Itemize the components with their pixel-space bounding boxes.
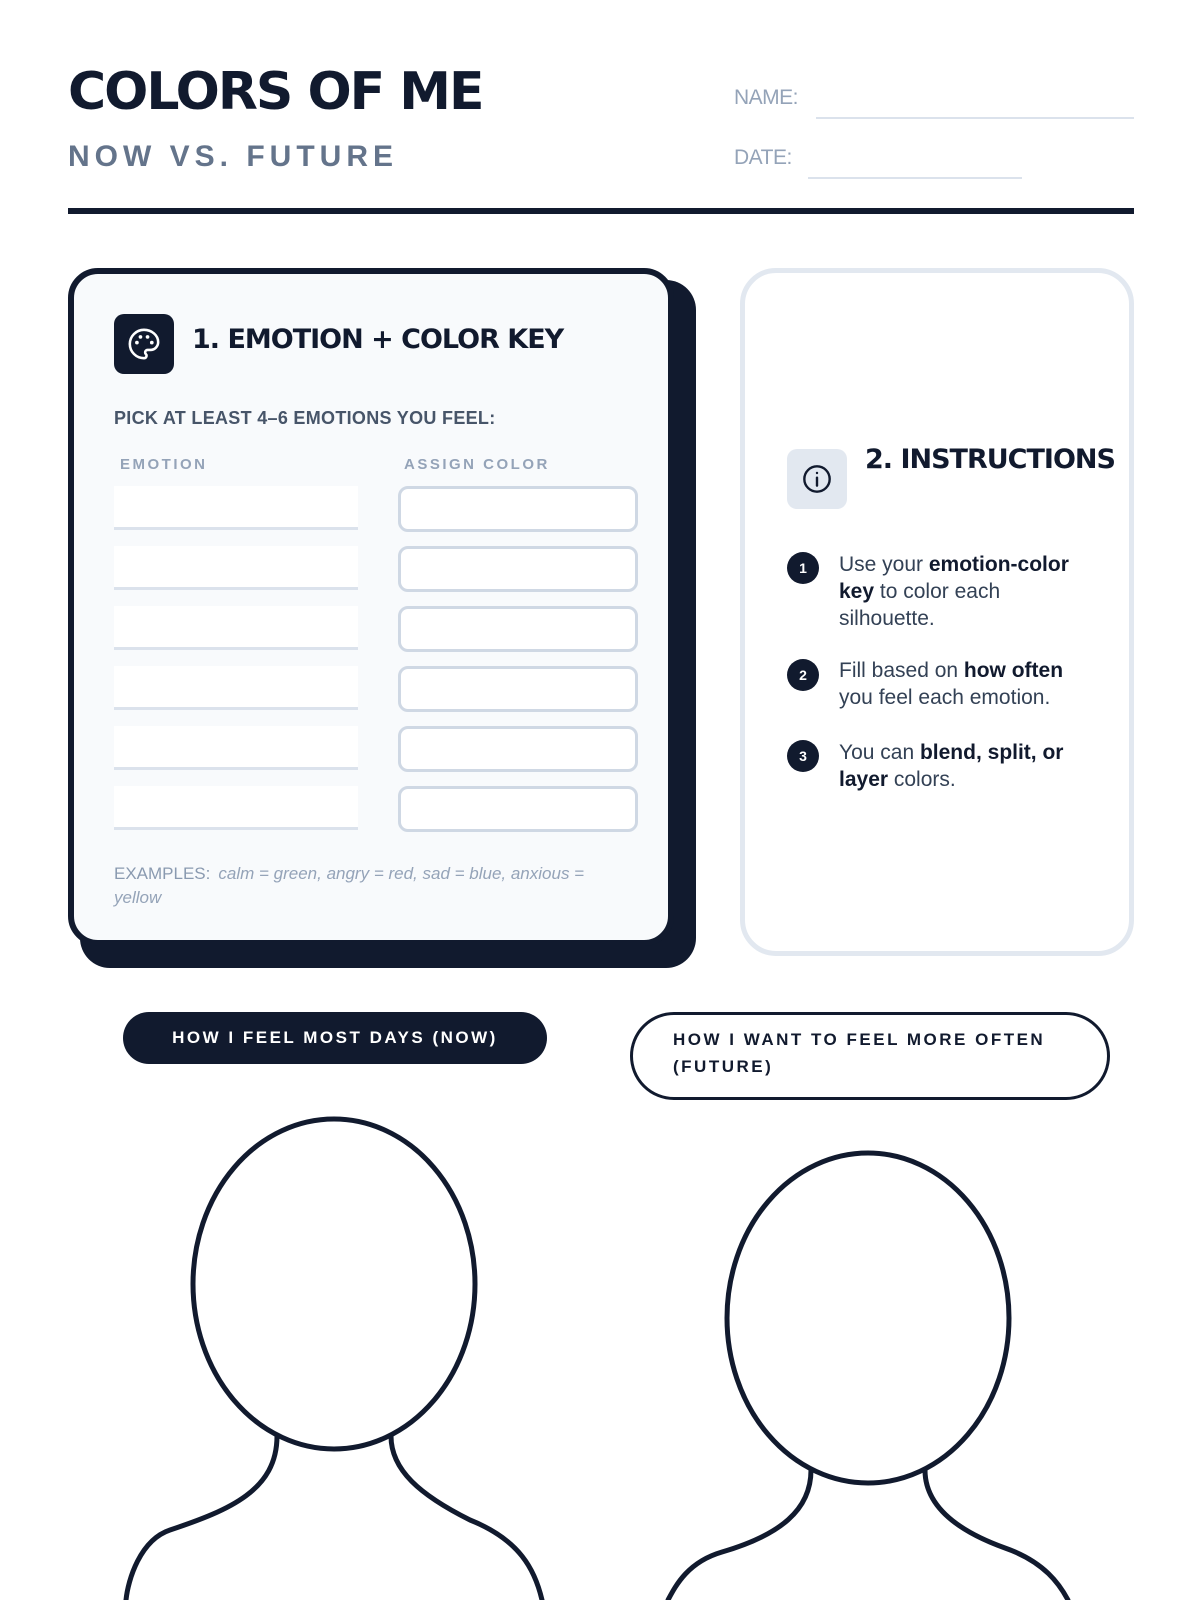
examples-text: calm = green, angry = red, sad = blue, anxious = yellow [114, 864, 585, 907]
now-silhouette-right-shoulder [391, 1436, 542, 1600]
name-label: NAME: [734, 86, 799, 109]
step-3-bold: blend, split, or layer [839, 741, 1064, 791]
key-card-heading: 1. EMOTION + COLOR KEY [192, 324, 564, 355]
step-1-post: to color each silhouette. [839, 580, 1001, 630]
now-silhouette[interactable] [126, 1119, 542, 1600]
emotion-column-header: EMOTION [120, 456, 208, 473]
instructions-heading: 2. INSTRUCTIONS [865, 444, 1115, 475]
future-silhouette-head[interactable] [727, 1153, 1009, 1483]
future-silhouette[interactable] [668, 1153, 1068, 1600]
step-number-3: 3 [787, 740, 819, 772]
page-subtitle: NOW VS. FUTURE [68, 140, 398, 173]
page-title: COLORS OF ME [68, 62, 483, 122]
now-silhouette-left-shoulder [126, 1436, 277, 1600]
step-3-pre: You can [839, 741, 920, 764]
future-silhouette-right-shoulder [925, 1470, 1068, 1600]
step-2-pre: Fill based on [839, 659, 964, 682]
examples-label: EXAMPLES: [114, 864, 211, 883]
date-label: DATE: [734, 146, 792, 169]
color-column-header: ASSIGN COLOR [404, 456, 550, 473]
step-number-1: 1 [787, 552, 819, 584]
future-silhouette-left-shoulder [668, 1470, 811, 1600]
step-number-2: 2 [787, 659, 819, 691]
now-label-pill: HOW I FEEL MOST DAYS (NOW) [123, 1012, 547, 1064]
step-2-bold: how often [963, 659, 1064, 682]
future-label-pill: HOW I WANT TO FEEL MORE OFTEN (FUTURE) [630, 1012, 1110, 1100]
step-1-bold: emotion-color key [839, 553, 1069, 603]
pick-emotions-label: PICK AT LEAST 4–6 EMOTIONS YOU FEEL: [114, 408, 496, 428]
step-3-post: colors. [888, 768, 956, 791]
now-silhouette-head[interactable] [193, 1119, 475, 1449]
step-2-post: you feel each emotion. [839, 686, 1051, 709]
step-1-pre: Use your [839, 553, 929, 576]
